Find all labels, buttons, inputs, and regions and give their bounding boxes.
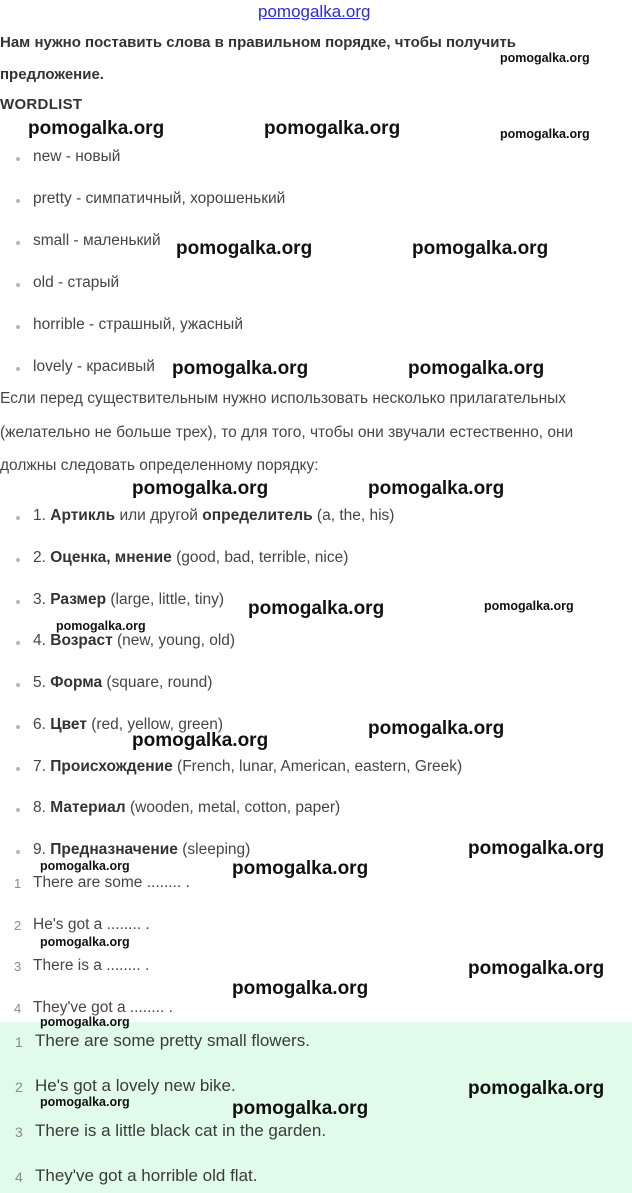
bullet-icon: [16, 157, 20, 161]
bullet-icon: [16, 725, 20, 729]
answer-number: 4: [15, 1169, 23, 1185]
exercise-sentence: There are some ........ .: [33, 874, 190, 891]
order-item: 6. Цвет (red, yellow, green): [33, 716, 224, 733]
exercise-sentence: He's got a ........ .: [33, 916, 150, 933]
watermark-text: pomogalka.org: [468, 958, 605, 979]
bullet-icon: [16, 683, 20, 687]
watermark-text: pomogalka.org: [368, 718, 505, 739]
watermark-text: pomogalka.org: [40, 859, 130, 873]
order-item: 3. Размер (large, little, tiny): [33, 591, 225, 608]
exercise-number: 4: [14, 1001, 22, 1016]
exercise-sentence: There is a ........ .: [33, 957, 150, 974]
bullet-icon: [16, 767, 20, 771]
bullet-icon: [16, 808, 20, 812]
bullet-icon: [16, 558, 20, 562]
watermark-text: pomogalka.org: [248, 598, 385, 619]
order-item: 7. Происхождение (French, lunar, American, eastern, Greek): [33, 758, 463, 775]
answer-sentence: He's got a lovely new bike.: [35, 1076, 236, 1095]
paragraph-line-3: должны следовать определенному порядку:: [0, 457, 319, 474]
answer-sentence: There are some pretty small flowers.: [35, 1031, 310, 1050]
order-item: 9. Предназначение (sleeping): [33, 841, 251, 858]
watermark-text: pomogalka.org: [232, 858, 369, 879]
order-item: 2. Оценка, мнение (good, bad, terrible, nice): [33, 549, 349, 566]
paragraph-line-2: (желательно не больше трех), то для того, чтобы они звучали естественно, они: [0, 424, 574, 441]
watermark-text: pomogalka.org: [132, 478, 269, 499]
wordlist-item: small - маленький: [33, 232, 161, 249]
order-item: 1. Артикль или другой определитель (a, the, his): [33, 507, 395, 524]
bullet-icon: [16, 241, 20, 245]
watermark-text: pomogalka.org: [468, 1078, 605, 1099]
watermark-text: pomogalka.org: [500, 51, 590, 65]
answer-sentence: There is a little black cat in the garden.: [35, 1121, 327, 1140]
bullet-icon: [16, 641, 20, 645]
exercise-sentence: They've got a ........ .: [33, 999, 173, 1016]
watermark-text: pomogalka.org: [368, 478, 505, 499]
answer-number: 2: [15, 1079, 23, 1095]
answer-number: 1: [15, 1034, 23, 1050]
watermark-text: pomogalka.org: [484, 599, 574, 613]
watermark-text: pomogalka.org: [408, 358, 545, 379]
bullet-icon: [16, 600, 20, 604]
exercise-number: 2: [14, 918, 22, 933]
watermark-text: pomogalka.org: [500, 127, 590, 141]
wordlist-item: horrible - страшный, ужасный: [33, 316, 243, 333]
wordlist-item: old - старый: [33, 274, 120, 291]
answer-number: 3: [15, 1124, 23, 1140]
watermark-text: pomogalka.org: [172, 358, 309, 379]
wordlist-item: lovely - красивый: [33, 358, 155, 375]
bullet-icon: [16, 850, 20, 854]
order-item: 5. Форма (square, round): [33, 674, 213, 691]
watermark-text: pomogalka.org: [28, 118, 165, 139]
wordlist-item: pretty - симпатичный, хорошенький: [33, 190, 286, 207]
watermark-text: pomogalka.org: [468, 838, 605, 859]
watermark-text: pomogalka.org: [412, 238, 549, 259]
site-header-link[interactable]: pomogalka.org: [258, 2, 371, 21]
bullet-icon: [16, 199, 20, 203]
watermark-text: pomogalka.org: [232, 978, 369, 999]
answer-sentence: They've got a horrible old flat.: [35, 1166, 258, 1185]
order-item: 4. Возраст (new, young, old): [33, 632, 236, 649]
bullet-icon: [16, 516, 20, 520]
watermark-text: pomogalka.org: [176, 238, 313, 259]
wordlist-item: new - новый: [33, 148, 121, 165]
watermark-text: pomogalka.org: [40, 1015, 130, 1029]
wordlist-title: WORDLIST: [0, 96, 83, 113]
intro-line-1: Нам нужно поставить слова в правильном порядке, чтобы получить: [0, 34, 517, 51]
watermark-text: pomogalka.org: [56, 619, 146, 633]
order-item: 8. Материал (wooden, metal, cotton, paper): [33, 799, 341, 816]
bullet-icon: [16, 283, 20, 287]
watermark-text: pomogalka.org: [264, 118, 401, 139]
exercise-number: 1: [14, 876, 22, 891]
watermark-text: pomogalka.org: [40, 1095, 130, 1109]
watermark-text: pomogalka.org: [132, 730, 269, 751]
watermark-text: pomogalka.org: [232, 1098, 369, 1119]
intro-line-2: предложение.: [0, 66, 104, 83]
paragraph-line-1: Если перед существительным нужно использовать несколько прилагательных: [0, 390, 567, 407]
bullet-icon: [16, 325, 20, 329]
watermark-text: pomogalka.org: [40, 935, 130, 949]
exercise-number: 3: [14, 959, 22, 974]
bullet-icon: [16, 367, 20, 371]
